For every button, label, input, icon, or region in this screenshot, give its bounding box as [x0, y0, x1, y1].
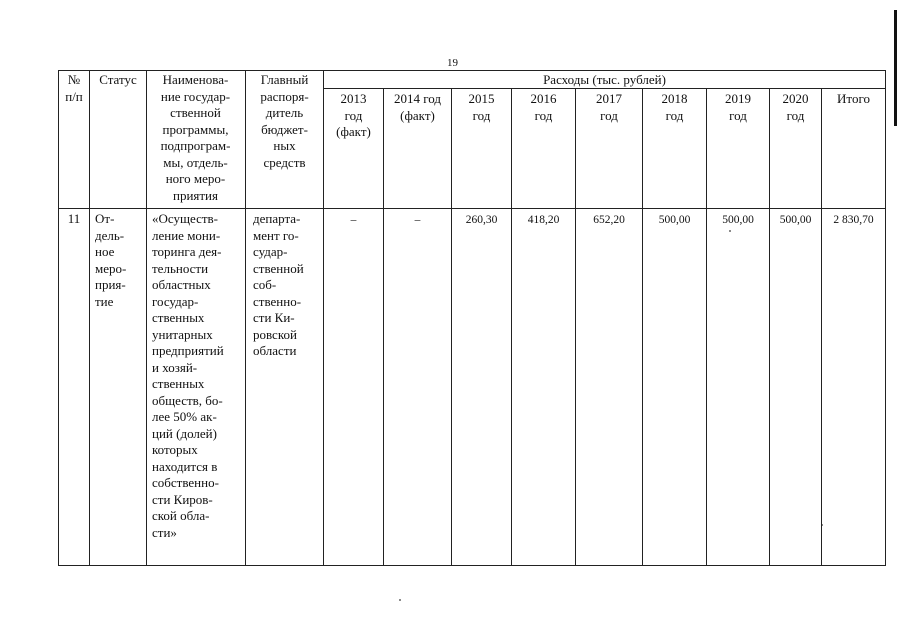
grid-line [323, 71, 324, 565]
header-year-2019: 2019 год [725, 91, 751, 123]
header-expenses-group: Расходы (тыс. рублей) [543, 72, 666, 87]
grid-line [89, 71, 90, 565]
grid-line [769, 88, 770, 565]
grid-line [451, 88, 452, 565]
row-value-2014: – [414, 214, 421, 226]
header-total: Итого [837, 91, 870, 106]
header-year-2017: 2017 год [596, 91, 622, 123]
grid-line [575, 88, 576, 565]
row-value-2016: 418,20 [527, 214, 560, 226]
header-year-2018: 2018 год [661, 91, 688, 123]
header-year-2016: 2016 год [530, 91, 557, 123]
row-value-2015: 260,30 [465, 214, 498, 226]
row-value-2017: 652,20 [593, 214, 625, 226]
header-year-2013: 2013 год (факт) [336, 91, 371, 139]
row-name: «Осуществ- ление мони- торинга дея- тельности областных государ- ственных унитарных предприятий и хозяй- ственных обществ, бо- лее 50% ак- ций (долей) которых находится в собственно- сти Киров- ской обла- сти» [152, 211, 224, 540]
header-status: Статус [99, 72, 137, 87]
row-value-2020: 500,00 [779, 214, 812, 226]
grid-line [59, 208, 885, 209]
row-total: 2 830,70 [833, 214, 874, 226]
header-num: № п/п [65, 72, 83, 104]
row-num: 11 [67, 211, 81, 226]
header-year-2020: 2020 год [782, 91, 809, 123]
row-administrator: департа- мент го- судар- ственной соб- ственно- сти Ки- ровской области [253, 211, 304, 358]
grid-line [511, 88, 512, 565]
header-year-2015: 2015 год [468, 91, 495, 123]
scan-speck [399, 599, 401, 601]
margin-rule [894, 10, 897, 126]
expenses-table [58, 70, 886, 566]
page-number: 19 [447, 57, 458, 69]
row-status: От- дель- ное меро- прия- тие [95, 211, 127, 309]
grid-line [383, 88, 384, 565]
row-value-2019: 500,00 [722, 214, 754, 226]
row-value-2018: 500,00 [658, 214, 691, 226]
header-name: Наименова- ние государ- ственной программы, подпрограм- мы, отдель- ного меро- приятия [160, 72, 231, 203]
grid-line [642, 88, 643, 565]
grid-line [821, 88, 822, 565]
header-administrator: Главный распоря- дитель бюджет- ных средств [260, 72, 309, 170]
grid-line [706, 88, 707, 565]
row-value-2013: – [350, 214, 357, 226]
header-year-2014: 2014 год (факт) [394, 91, 441, 123]
